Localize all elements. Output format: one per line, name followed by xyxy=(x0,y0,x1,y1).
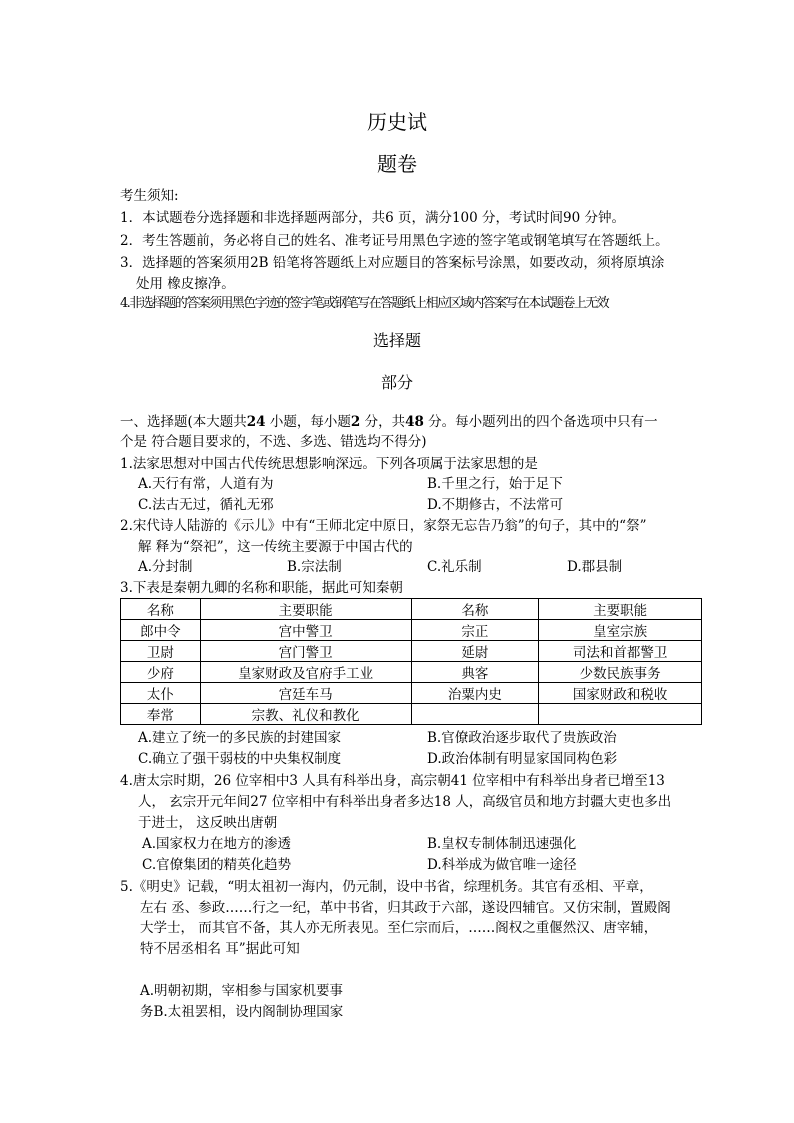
q4-option-d: D.科举成为做官唯一途径 xyxy=(427,857,577,873)
q1-stem: 1.法家思想对中国古代传统思想影响深远。下列各项属于法家思想的是 xyxy=(120,456,538,472)
table-cell xyxy=(539,704,702,725)
q1-option-c: C.法古无过，循礼无邪 xyxy=(138,497,274,513)
table-header-cell: 名称 xyxy=(121,599,201,620)
table-cell: 宫中警卫 xyxy=(200,620,411,641)
intro-seg-g: 分。每小题列出的四个备选项中只有一 xyxy=(423,414,658,430)
q5-stem-line-4: 特不居丞相名 耳”据此可知 xyxy=(140,941,300,957)
section-subtitle: 部分 xyxy=(380,373,413,392)
intro-seg-a: 一、选择题(本大题共 xyxy=(120,414,247,430)
q3-option-d: D.政治体制有明显家国同构色彩 xyxy=(427,751,618,767)
table-row xyxy=(121,620,702,641)
table-row xyxy=(121,704,702,725)
intro-total-points: 48 xyxy=(405,414,424,430)
q2-stem-line-1: 2.宋代诗人陆游的《示儿》中有“王师北定中原日，家祭无忘告乃翁”的句子，其中的“祭” xyxy=(120,518,647,534)
notice-item-1: 1．本试题卷分选择题和非选择题两部分，共6 页，满分100 分，考试时间90 分钟。 xyxy=(120,210,625,226)
table-cell: 典客 xyxy=(411,662,539,683)
q5-stem-line-3: 大学士， 而其官不备，其人亦无所表见。至仁宗而后，……阁权之重偃然汉、唐宰辅， xyxy=(140,920,658,936)
table-cell: 宗教、礼仪和教化 xyxy=(200,704,411,725)
q2-stem-line-2: 解 释为“祭祀”，这一传统主要源于中国古代的 xyxy=(138,539,413,555)
q4-option-a: A.国家权力在地方的渗透 xyxy=(142,836,292,852)
q3-stem: 3.下表是秦朝九卿的名称和职能，据此可知秦朝 xyxy=(120,580,403,596)
q4-stem-line-2: 人， 玄宗开元年间27 位宰相中有科举出身者多达18 人，高级官员和地方封疆大吏也多出 xyxy=(138,794,672,810)
instructions-line-1 xyxy=(120,412,658,432)
intro-seg-c: 小题，每小题 xyxy=(265,414,351,430)
table-header-cell: 名称 xyxy=(411,599,539,620)
table-row xyxy=(121,662,702,683)
q2-option-c: C.礼乐制 xyxy=(427,559,482,575)
intro-question-count: 24 xyxy=(246,414,266,430)
q5-stem-line-1: 5.《明史》记载，“明太祖初一海内，仍元制，设中书省，综理机务。其官有丞相、平章， xyxy=(120,879,653,895)
table-cell: 皇家财政及官府手工业 xyxy=(200,662,411,683)
table-cell: 皇室宗族 xyxy=(539,620,702,641)
q2-option-a: A.分封制 xyxy=(138,559,193,575)
intro-seg-e: 分，共 xyxy=(360,414,406,430)
notice-item-3: 3．选择题的答案须用2B 铅笔将答题纸上对应题目的答案标号涂黑，如要改动，须将原填涂 xyxy=(120,255,665,271)
q2-option-d: D.郡县制 xyxy=(567,559,623,575)
table-header-cell: 主要职能 xyxy=(200,599,411,620)
table-cell xyxy=(411,704,539,725)
table-row xyxy=(121,683,702,704)
q1-option-d: D.不期修古，不法常可 xyxy=(427,497,564,513)
table-cell: 宗正 xyxy=(411,620,539,641)
q4-option-b: B.皇权专制体制迅速强化 xyxy=(427,836,577,852)
q4-stem-line-1: 4.唐太宗时期，26 位宰相中3 人具有科举出身，高宗朝41 位宰相中有科举出身者已增至13 xyxy=(120,773,665,789)
section-title: 选择题 xyxy=(372,331,421,350)
q1-option-a: A.天行有常，人道有为 xyxy=(138,476,274,492)
q2-option-b: B.宗法制 xyxy=(287,559,342,575)
notice-item-3-cont: 处用 橡皮擦净。 xyxy=(136,276,235,292)
table-row xyxy=(121,641,702,662)
table-cell: 宫门警卫 xyxy=(200,641,411,662)
q4-stem-line-3: 于进士， 这反映出唐朝 xyxy=(138,815,278,831)
notice-item-4: 4.非选择题的答案须用黑色字迹的签字笔或钢笔写在答题纸上相应区域内答案写在本试题卷上无效 xyxy=(120,296,609,311)
q5-option-a: A.明朝初期，宰相参与国家机要事 xyxy=(140,983,344,999)
table-cell: 郎中令 xyxy=(121,620,201,641)
table-cell: 宫廷车马 xyxy=(200,683,411,704)
table-cell: 少数民族事务 xyxy=(539,662,702,683)
q5-stem-line-2: 左右 丞、参政……行之一纪，革中书省，归其政于六部，遂设四辅官。又仿宋制，置殿阁 xyxy=(140,900,671,916)
q1-option-b: B.千里之行，始于足下 xyxy=(427,476,563,492)
notice-heading: 考生须知: xyxy=(120,188,179,204)
table-cell: 太仆 xyxy=(121,683,201,704)
table-cell: 国家财政和税收 xyxy=(539,683,702,704)
table-cell: 少府 xyxy=(121,662,201,683)
instructions-line-2: 个是 符合题目要求的，不选、多选、错选均不得分) xyxy=(120,434,427,450)
table-cell: 司法和首都警卫 xyxy=(539,641,702,662)
nine-ministers-table xyxy=(120,598,702,725)
q3-option-b: B.官僚政治逐步取代了贵族政治 xyxy=(427,730,617,746)
exam-title: 历史试 xyxy=(367,110,427,134)
table-header-cell: 主要职能 xyxy=(539,599,702,620)
intro-points-each: 2 xyxy=(350,414,361,430)
q4-option-c: C.官僚集团的精英化趋势 xyxy=(142,857,292,873)
notice-item-2: 2．考生答题前，务必将自己的姓名、准考证号用黑色字迹的签字笔或钢笔填写在答题纸上。 xyxy=(120,233,669,249)
table-cell: 延尉 xyxy=(411,641,539,662)
table-cell: 治粟内史 xyxy=(411,683,539,704)
q5-option-b: 务B.太祖罢相，设内阁制协理国家 xyxy=(140,1004,344,1020)
q3-option-c: C.确立了强干弱枝的中央集权制度 xyxy=(138,751,342,767)
table-cell: 奉常 xyxy=(121,704,201,725)
q3-option-a: A.建立了统一的多民族的封建国家 xyxy=(138,730,342,746)
exam-subtitle: 题卷 xyxy=(377,152,417,176)
table-cell: 卫尉 xyxy=(121,641,201,662)
table-header-row xyxy=(121,599,702,620)
